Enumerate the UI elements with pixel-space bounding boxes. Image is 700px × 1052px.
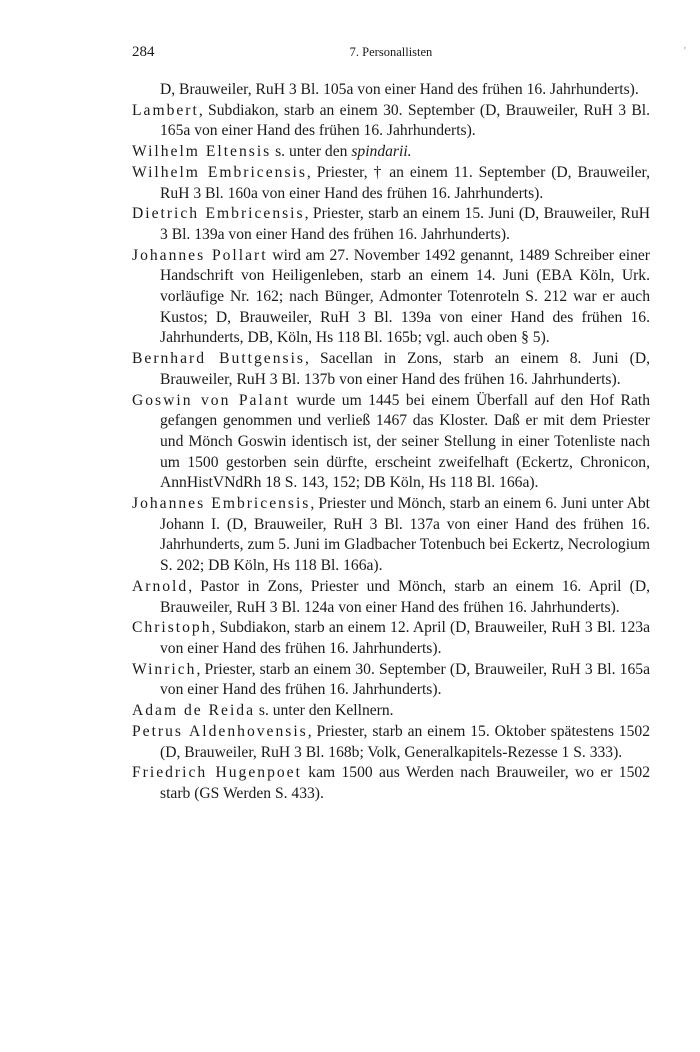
entry-text: , Priester, starb an einem 15. Oktober spätestens 1502 (D, Brauweiler, RuH 3 Bl. 168b; Volk, Generalkapitels-Rezesse 1 S. 333). [160,722,650,761]
entry-text: , Priester und Mönch, starb an einem 6. Juni unter Abt Johann I. (D, Brauweiler, RuH 3 Bl. 137a von einer Hand des frühen 16. Jahrhunderts, zum 5. Juni im Gladbacher Totenbuch bei Eckertz, Necrologium S. 202; DB Köln, Hs 118 Bl. 166a). [160,495,651,575]
entry-name: Arnold [132,577,189,595]
entry-name: Johannes Pollart [132,246,268,264]
entry-text: s. unter den [271,143,352,161]
entry-text: , Priester, starb an einem 15. Juni (D, Brauweiler, RuH 3 Bl. 139a von einer Hand des frühen 16. Jahrhunderts). [160,205,651,243]
entry-text: , Subdiakon, starb an einem 12. April (D, Brauweiler, RuH 3 Bl. 123a von einer Hand des frühen 16. Jahrhunderts). [160,619,650,657]
entry-adam-de-reida [132,701,650,722]
entry-name: Friedrich Hugenpoet [132,764,302,782]
page-header [132,44,650,64]
entry-name: Winrich [132,660,197,678]
entry-name: Wilhelm Embricensis [132,163,307,181]
entry-name: Johannes Embricensis [132,495,311,513]
entry-name: Goswin von Palant [132,391,290,409]
entry-text: , Priester, starb an einem 30. September (D, Brauweiler, RuH 3 Bl. 165a von einer Hand des frühen 16. Jahrhunderts). [160,660,650,699]
entry-name: Adam de Reida [132,702,255,720]
entry-name: Petrus Aldenhovensis [132,722,308,740]
entry-winrich [132,660,650,701]
entry-name: Dietrich Embricensis [132,205,305,223]
entry-goswin-von-palant [132,391,650,495]
entry-johannes-embricensis [132,494,650,577]
entry-arnold [132,577,650,618]
entry-text: , Priester, † an einem 11. September (D, Brauweiler, RuH 3 Bl. 160a von einer Hand des frühen 16. Jahrhunderts). [160,163,650,202]
running-head: 7. Personallisten [349,45,433,59]
entry-text: D, Brauweiler, RuH 3 Bl. 105a von einer Hand des frühen 16. Jahrhunderts). [160,81,639,98]
entry-wilhelm-eltensis [132,142,650,163]
entry-name: Lambert [132,101,199,119]
page-number: 284 [132,44,155,60]
entry-name: Bernhard Buttgensis [132,350,305,368]
entry-johannes-pollart [132,246,650,350]
entry-christoph [132,618,650,659]
entry-name: Christoph [132,619,212,637]
entry-italic: spindarii. [351,143,412,161]
entry-text: , Sacellan in Zons, starb an einem 8. Juni (D, Brauweiler, RuH 3 Bl. 137b von einer Hand des frühen 16. Jahrhunderts). [160,350,650,388]
entry-lambert [132,101,650,142]
entry-text: , Subdiakon, starb an einem 30. September (D, Brauweiler, RuH 3 Bl. 165a von einer Hand des frühen 16. Jahrhunderts). [160,101,650,140]
entry-petrus-aldenhovensis [132,722,650,763]
entry-text: s. unter den Kellnern. [255,702,394,720]
entry-text: wird am 27. November 1492 genannt, 1489 Schreiber einer Handschrift von Heiligenleben, starb an einem 14. Juni (EBA Köln, Urk. vorläufige Nr. 162; nach Bünger, Admonter Totenroteln S. 212 war er auch Kustos; D, Brauweiler, RuH 3 Bl. 139a von einer Hand des frühen 16. Jahrhunderts, DB, Köln, Hs 118 Bl. 165b; vgl. auch oben § 5). [160,246,650,347]
entry-bernhard-buttgensis [132,349,650,390]
edge-mark: ' [684,46,686,57]
entry-friedrich-hugenpoet [132,763,650,804]
entry-wilhelm-embricensis [132,163,650,204]
entry-text: wurde um 1445 bei einem Überfall auf den Hof Rath gefangen genommen und verließ 1467 das Kloster. Daß er mit dem Priester und Mönch Goswin identisch ist, der seiner Stellung in einer Totenliste nach um 1500 gestorben sein dürfte, erscheint zweifelhaft (Eckertz, Chronicon, AnnHistVNdRh 18 S. 143, 152; DB Köln, Hs 118 Bl. 166a). [160,391,650,492]
entry-name: Wilhelm Eltensis [132,143,272,161]
entry-continuation [132,80,650,101]
entry-text: , Pastor in Zons, Priester und Mönch, starb an einem 16. April (D, Brauweiler, RuH 3 Bl. 124a von einer Hand des frühen 16. Jahrhunderts). [160,577,650,616]
entry-dietrich-embricensis [132,204,650,245]
entry-text: kam 1500 aus Werden nach Brauweiler, wo er 1502 starb (GS Werden S. 433). [160,764,650,802]
text-body [132,80,650,805]
